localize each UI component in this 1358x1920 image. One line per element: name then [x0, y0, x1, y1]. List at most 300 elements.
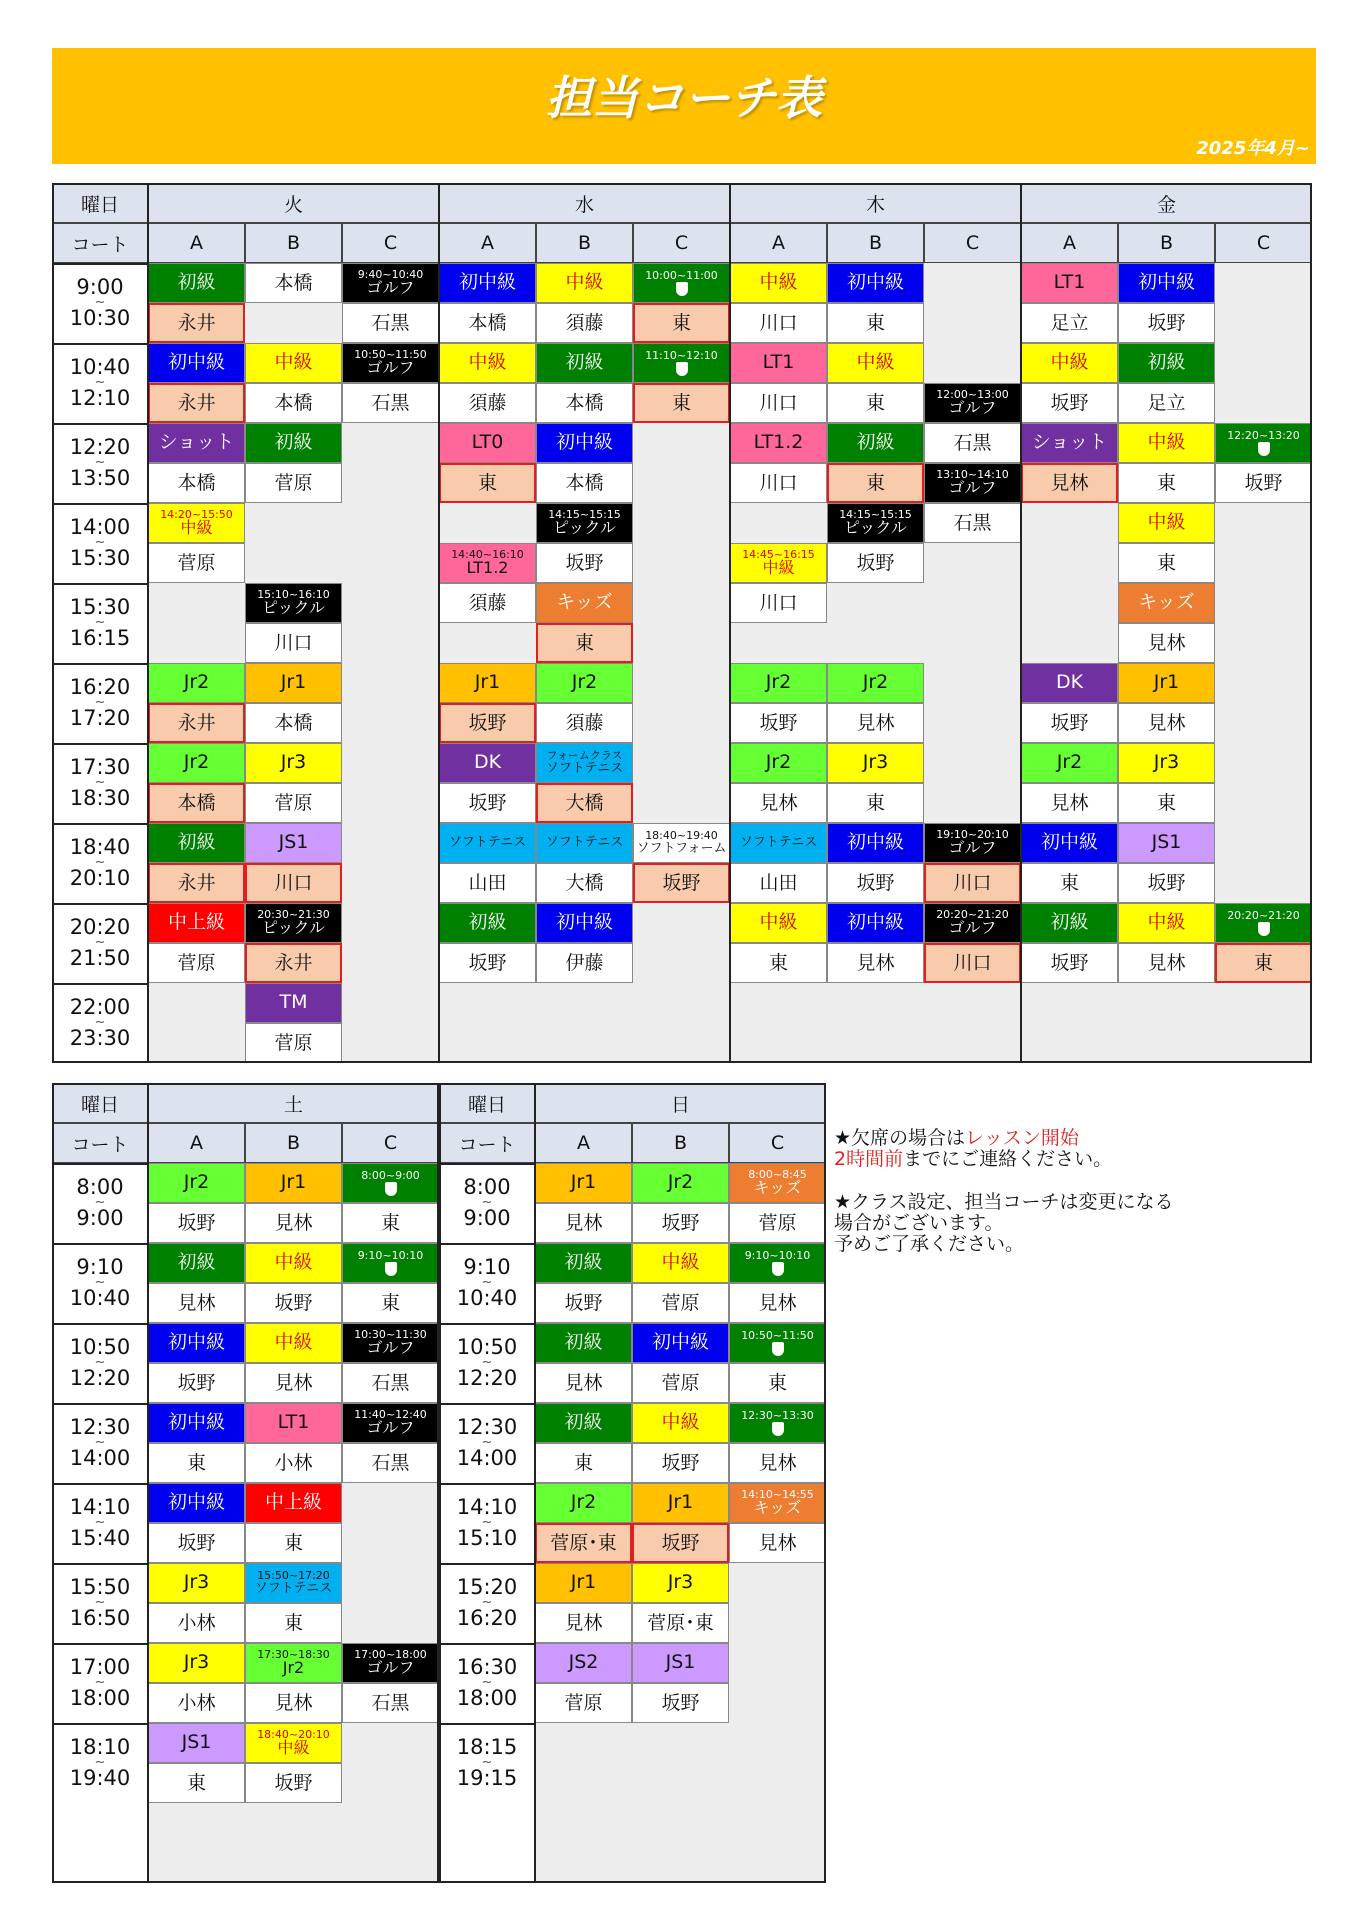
class-label — [245, 423, 342, 463]
class-label — [1118, 503, 1215, 543]
beginner-mark-icon — [772, 1342, 784, 1356]
slot-start: 15:20 — [456, 1574, 518, 1599]
coach-name: 石黒 — [342, 383, 439, 423]
class-label — [245, 1723, 342, 1763]
class-name: ショット — [1031, 431, 1108, 454]
coach-name: 坂野 — [632, 1523, 729, 1563]
slot-tilde: ~ — [94, 294, 106, 310]
coach-name: 菅原 — [148, 543, 245, 583]
class-name: Jr1 — [280, 1171, 307, 1194]
class-label — [439, 743, 536, 783]
coach-name: 石黒 — [924, 503, 1021, 543]
coach-name: 永井 — [148, 703, 245, 743]
coach-name: 本橋 — [245, 383, 342, 423]
slot-tilde: ~ — [481, 1514, 493, 1530]
class-name: 中級 — [762, 558, 795, 578]
class-name: 中級 — [274, 351, 313, 374]
class-label — [1021, 903, 1118, 943]
slot-start: 18:10 — [69, 1734, 131, 1759]
class-time: 14:10~14:55 — [741, 1487, 814, 1501]
coach-name: 川口 — [924, 943, 1021, 983]
class-name: 初中級 — [1137, 271, 1195, 294]
coach-name: 東 — [730, 943, 827, 983]
slot-divider — [52, 743, 148, 745]
class-time: 17:30~18:30 — [257, 1647, 330, 1661]
slot-end: 15:40 — [69, 1526, 131, 1551]
coach-name: 東 — [827, 383, 924, 423]
class-label — [245, 343, 342, 383]
day-header-金: 金 — [1021, 183, 1312, 223]
slot-tilde: ~ — [94, 374, 106, 390]
day-header-木: 木 — [730, 183, 1021, 223]
coach-name: 見林 — [1021, 463, 1118, 503]
coach-name: 石黒 — [342, 1363, 439, 1403]
coach-name: 坂野 — [633, 863, 730, 903]
coach-name: 川口 — [730, 583, 827, 623]
class-label — [1118, 743, 1215, 783]
class-label — [535, 1323, 632, 1363]
class-label — [245, 1563, 342, 1603]
class-label — [245, 1483, 342, 1523]
class-label — [536, 263, 633, 303]
class-name: Jr2 — [183, 751, 210, 774]
coach-name: 小林 — [245, 1443, 342, 1483]
class-label — [342, 343, 439, 383]
class-time: 8:00~9:00 — [361, 1168, 420, 1182]
slot-divider — [52, 1323, 148, 1325]
coach-name: 見林 — [730, 783, 827, 823]
class-label — [439, 543, 536, 583]
class-name: 初級 — [274, 431, 313, 454]
class-label — [148, 503, 245, 543]
coach-name: 坂野 — [1021, 703, 1118, 743]
slot-tilde: ~ — [94, 1674, 106, 1690]
class-name: LT1.2 — [753, 431, 804, 454]
class-label — [148, 1563, 245, 1603]
coach-name: 坂野 — [148, 1523, 245, 1563]
class-label — [536, 743, 633, 783]
class-label — [245, 903, 342, 943]
coach-name: 菅原 — [245, 1023, 342, 1063]
court-C-header: C — [633, 223, 730, 263]
slot-divider — [439, 1243, 535, 1245]
class-time: 18:40~19:40 — [645, 829, 718, 843]
class-label — [245, 1323, 342, 1363]
class-name: LT1.2 — [466, 558, 509, 578]
class-label — [439, 263, 536, 303]
class-name: Jr2 — [571, 671, 598, 694]
slot-end: 15:30 — [69, 546, 131, 571]
day-header-日: 日 — [535, 1083, 826, 1123]
class-time: フォームクラス — [546, 749, 623, 763]
coach-name: 見林 — [245, 1363, 342, 1403]
class-time: 17:00~18:00 — [354, 1647, 427, 1661]
class-label — [439, 423, 536, 463]
weekday-time-slot — [52, 503, 148, 583]
class-label — [1021, 263, 1118, 303]
class-label — [1118, 343, 1215, 383]
class-label — [536, 663, 633, 703]
class-time: 20:20~21:20 — [1227, 908, 1300, 922]
class-name: 初級 — [564, 1251, 603, 1274]
day-header-水: 水 — [439, 183, 730, 223]
class-name: Jr3 — [862, 751, 889, 774]
class-name: 初級 — [1050, 911, 1089, 934]
class-name: Jr3 — [280, 751, 307, 774]
class-name: 中上級 — [264, 1491, 322, 1514]
class-name: 中級 — [759, 271, 798, 294]
coach-name: 東 — [535, 1443, 632, 1483]
slot-tilde: ~ — [94, 1594, 106, 1610]
slot-tilde: ~ — [94, 1354, 106, 1370]
class-label — [536, 903, 633, 943]
class-label — [148, 343, 245, 383]
court-B-header: B — [827, 223, 924, 263]
class-name: ソフトテニス — [545, 835, 624, 851]
class-label — [342, 1323, 439, 1363]
court-header: コート — [52, 1123, 148, 1163]
coach-name: 伊藤 — [536, 943, 633, 983]
class-name: ピックル — [262, 598, 325, 618]
slot-end: 16:50 — [69, 1606, 131, 1631]
class-label — [1215, 903, 1312, 943]
coach-name: 本橋 — [439, 303, 536, 343]
slot-end: 17:20 — [69, 706, 131, 731]
court-C-header: C — [729, 1123, 826, 1163]
class-name: Jr2 — [862, 671, 889, 694]
court-C-header: C — [1215, 223, 1312, 263]
slot-divider — [439, 1323, 535, 1325]
coach-name: 坂野 — [148, 1203, 245, 1243]
class-label — [827, 503, 924, 543]
class-time: 11:10~12:10 — [645, 348, 718, 362]
class-label — [632, 1483, 729, 1523]
class-name: キッズ — [753, 1498, 802, 1518]
coach-name: 川口 — [245, 623, 342, 663]
absence-note: ★欠席の場合はレッスン開始 2時間前までにご連絡ください。 — [834, 1127, 1113, 1170]
class-name: 初級 — [856, 431, 895, 454]
saturday-time-slot — [52, 1323, 148, 1403]
class-name: ゴルフ — [366, 1658, 415, 1678]
class-label — [342, 1403, 439, 1443]
coach-name: 東 — [633, 303, 730, 343]
slot-end: 16:20 — [456, 1606, 518, 1631]
coach-name: 大橋 — [536, 863, 633, 903]
class-name: 中級 — [1147, 911, 1186, 934]
class-label — [632, 1403, 729, 1443]
saturday-time-slot — [52, 1163, 148, 1243]
class-label — [1118, 903, 1215, 943]
coach-name: 永井 — [148, 303, 245, 343]
coach-name: 見林 — [729, 1283, 826, 1323]
class-label — [439, 663, 536, 703]
slot-end: 19:15 — [456, 1766, 518, 1791]
class-name: LT1 — [1053, 271, 1086, 294]
slot-start: 8:00 — [463, 1174, 511, 1199]
class-time: 12:00~13:00 — [936, 387, 1009, 401]
class-label — [535, 1163, 632, 1203]
beginner-mark-icon — [772, 1262, 784, 1276]
coach-name: 川口 — [730, 383, 827, 423]
coach-name: 本橋 — [245, 263, 342, 303]
class-time: 9:10~10:10 — [744, 1248, 811, 1262]
slot-divider — [52, 263, 148, 265]
class-label — [148, 263, 245, 303]
slot-divider — [439, 1163, 535, 1165]
class-label — [1021, 823, 1118, 863]
slot-tilde: ~ — [481, 1274, 493, 1290]
slot-start: 15:30 — [69, 594, 131, 619]
slot-tilde: ~ — [481, 1754, 493, 1770]
class-name: Jr1 — [570, 1171, 597, 1194]
class-label — [148, 743, 245, 783]
coach-name: 見林 — [245, 1683, 342, 1723]
class-name: キッズ — [556, 591, 613, 614]
court-A-header: A — [535, 1123, 632, 1163]
slot-divider — [439, 1723, 535, 1725]
coach-name: 東 — [1118, 463, 1215, 503]
class-label — [342, 1643, 439, 1683]
class-name: LT1 — [762, 351, 795, 374]
class-name: ソフトテニス — [545, 760, 624, 776]
class-time: 15:10~16:10 — [257, 587, 330, 601]
coach-name: 東 — [827, 303, 924, 343]
class-name: Jr2 — [570, 1491, 597, 1514]
class-label — [245, 1643, 342, 1683]
class-time: 10:00~11:00 — [645, 268, 718, 282]
weekday-time-slot — [52, 743, 148, 823]
class-name: 初級 — [565, 351, 604, 374]
class-name: Jr3 — [1153, 751, 1180, 774]
class-label — [535, 1563, 632, 1603]
coach-name: 東 — [245, 1523, 342, 1563]
sunday-time-slot — [439, 1643, 535, 1723]
coach-name: 菅原 — [245, 463, 342, 503]
class-label — [827, 343, 924, 383]
slot-start: 12:30 — [456, 1414, 518, 1439]
class-time: 9:10~10:10 — [357, 1248, 424, 1262]
saturday-time-slot — [52, 1243, 148, 1323]
slot-divider — [52, 1563, 148, 1565]
slot-start: 9:10 — [76, 1254, 124, 1279]
coach-name: 石黒 — [342, 1683, 439, 1723]
coach-name: 坂野 — [439, 783, 536, 823]
class-name: Jr1 — [570, 1571, 597, 1594]
class-name: 中級 — [277, 1738, 310, 1758]
slot-tilde: ~ — [94, 1754, 106, 1770]
class-name: ゴルフ — [366, 1338, 415, 1358]
coach-name: 東 — [342, 1283, 439, 1323]
slot-tilde: ~ — [481, 1674, 493, 1690]
class-label — [1118, 823, 1215, 863]
title-banner — [52, 48, 1316, 164]
slot-start: 22:00 — [69, 994, 131, 1019]
slot-divider — [52, 1243, 148, 1245]
weekday-time-slot — [52, 263, 148, 343]
slot-divider — [52, 1483, 148, 1485]
coach-name: 見林 — [245, 1203, 342, 1243]
slot-tilde: ~ — [94, 694, 106, 710]
class-label — [924, 823, 1021, 863]
slot-start: 17:00 — [69, 1654, 131, 1679]
coach-name: 坂野 — [439, 703, 536, 743]
change-note: ★クラス設定、担当コーチは変更になる 場合がございます。 予めご了承ください。 — [834, 1190, 1174, 1255]
court-B-header: B — [245, 223, 342, 263]
class-time: 14:40~16:10 — [451, 547, 524, 561]
class-time: 19:10~20:10 — [936, 827, 1009, 841]
class-label — [827, 743, 924, 783]
coach-name: 東 — [536, 623, 633, 663]
slot-start: 20:20 — [69, 914, 131, 939]
class-label — [730, 823, 827, 863]
weekday-time-slot — [52, 823, 148, 903]
slot-tilde: ~ — [94, 1274, 106, 1290]
class-name: 中上級 — [167, 911, 225, 934]
court-A-header: A — [730, 223, 827, 263]
coach-name: 本橋 — [536, 383, 633, 423]
class-label — [148, 823, 245, 863]
class-time: 15:50~17:20 — [257, 1569, 330, 1583]
class-label — [245, 663, 342, 703]
coach-name: 石黒 — [342, 1443, 439, 1483]
slot-tilde: ~ — [481, 1194, 493, 1210]
day-header-火: 火 — [148, 183, 439, 223]
class-label — [827, 423, 924, 463]
class-name: ゴルフ — [366, 1418, 415, 1438]
class-label — [1021, 423, 1118, 463]
class-label — [245, 1403, 342, 1443]
coach-name: 足立 — [1118, 383, 1215, 423]
class-label — [730, 343, 827, 383]
slot-end: 18:00 — [456, 1686, 518, 1711]
class-name: 初級 — [1147, 351, 1186, 374]
slot-tilde: ~ — [94, 614, 106, 630]
coach-name: 坂野 — [632, 1683, 729, 1723]
sunday-time-slot — [439, 1563, 535, 1643]
court-B-header: B — [536, 223, 633, 263]
class-label — [535, 1243, 632, 1283]
slot-start: 12:30 — [69, 1414, 131, 1439]
class-time: 8:00~8:45 — [748, 1167, 807, 1181]
court-A-header: A — [439, 223, 536, 263]
coach-name: 坂野 — [245, 1283, 342, 1323]
coach-name: 見林 — [729, 1443, 826, 1483]
class-label — [924, 383, 1021, 423]
class-name: ゴルフ — [948, 918, 997, 938]
coach-name: 永井 — [148, 863, 245, 903]
coach-name: 東 — [827, 783, 924, 823]
notes — [834, 1128, 1173, 1254]
slot-divider — [439, 1563, 535, 1565]
coach-name: 東 — [342, 1203, 439, 1243]
class-name: ピックル — [262, 918, 325, 938]
class-label — [148, 423, 245, 463]
beginner-mark-icon — [385, 1262, 397, 1276]
coach-name: 菅原･東 — [632, 1603, 729, 1643]
slot-divider — [52, 663, 148, 665]
slot-start: 10:50 — [456, 1334, 518, 1359]
class-label — [1118, 663, 1215, 703]
court-B-header: B — [245, 1123, 342, 1163]
coach-name: 東 — [729, 1363, 826, 1403]
day-divider — [147, 183, 149, 1063]
coach-name: 菅原 — [632, 1283, 729, 1323]
class-name: 初級 — [177, 1251, 216, 1274]
slot-divider — [52, 1403, 148, 1405]
class-label — [342, 1243, 439, 1283]
class-label — [729, 1323, 826, 1363]
class-name: ゴルフ — [366, 278, 415, 298]
slot-start: 18:40 — [69, 834, 131, 859]
class-name: 初中級 — [846, 831, 904, 854]
class-label — [1021, 743, 1118, 783]
slot-end: 14:00 — [69, 1446, 131, 1471]
coach-name: 坂野 — [730, 703, 827, 743]
court-A-header: A — [1021, 223, 1118, 263]
sunday-time-slot — [439, 1323, 535, 1403]
coach-name: 菅原 — [535, 1683, 632, 1723]
class-name: ピックル — [844, 518, 907, 538]
weekday-time-slot — [52, 343, 148, 423]
class-time: 11:40~12:40 — [354, 1407, 427, 1421]
court-header: コート — [52, 223, 148, 263]
coach-name: 坂野 — [827, 543, 924, 583]
class-time: 14:20~15:50 — [160, 507, 233, 521]
coach-name: 坂野 — [827, 863, 924, 903]
beginner-mark-icon — [772, 1422, 784, 1436]
coach-name: 東 — [1118, 783, 1215, 823]
class-name: 初中級 — [846, 271, 904, 294]
slot-start: 17:30 — [69, 754, 131, 779]
coach-name: 坂野 — [1021, 383, 1118, 423]
sunday-time-slot — [439, 1163, 535, 1243]
class-name: キッズ — [1138, 591, 1195, 614]
coach-name: 東 — [633, 383, 730, 423]
slot-start: 14:00 — [69, 514, 131, 539]
slot-tilde: ~ — [481, 1434, 493, 1450]
coach-name: 東 — [827, 463, 924, 503]
class-label — [245, 1163, 342, 1203]
coach-name: 坂野 — [245, 1763, 342, 1803]
day-header-土: 土 — [148, 1083, 439, 1123]
class-label — [633, 263, 730, 303]
coach-name: 坂野 — [535, 1283, 632, 1323]
coach-name: 見林 — [827, 943, 924, 983]
class-name: 初級 — [177, 831, 216, 854]
class-label — [536, 423, 633, 463]
slot-end: 18:00 — [69, 1686, 131, 1711]
class-name: Jr2 — [667, 1171, 694, 1194]
page-title: 担当コーチ表 — [546, 71, 822, 125]
coach-name: 東 — [1118, 543, 1215, 583]
class-name: 初級 — [177, 271, 216, 294]
coach-name: 石黒 — [924, 423, 1021, 463]
coach-name: 永井 — [148, 383, 245, 423]
class-label — [729, 1483, 826, 1523]
class-label — [730, 743, 827, 783]
class-label — [536, 583, 633, 623]
day-divider — [147, 1083, 149, 1883]
slot-start: 16:20 — [69, 674, 131, 699]
coach-name: 坂野 — [1215, 463, 1312, 503]
class-time: 12:30~13:30 — [741, 1408, 814, 1422]
youbi-header: 曜日 — [52, 183, 148, 223]
coach-name: 菅原 — [632, 1363, 729, 1403]
class-label — [148, 1643, 245, 1683]
class-name: 初中級 — [167, 1491, 225, 1514]
class-name: キッズ — [753, 1178, 802, 1198]
slot-end: 23:30 — [69, 1026, 131, 1051]
